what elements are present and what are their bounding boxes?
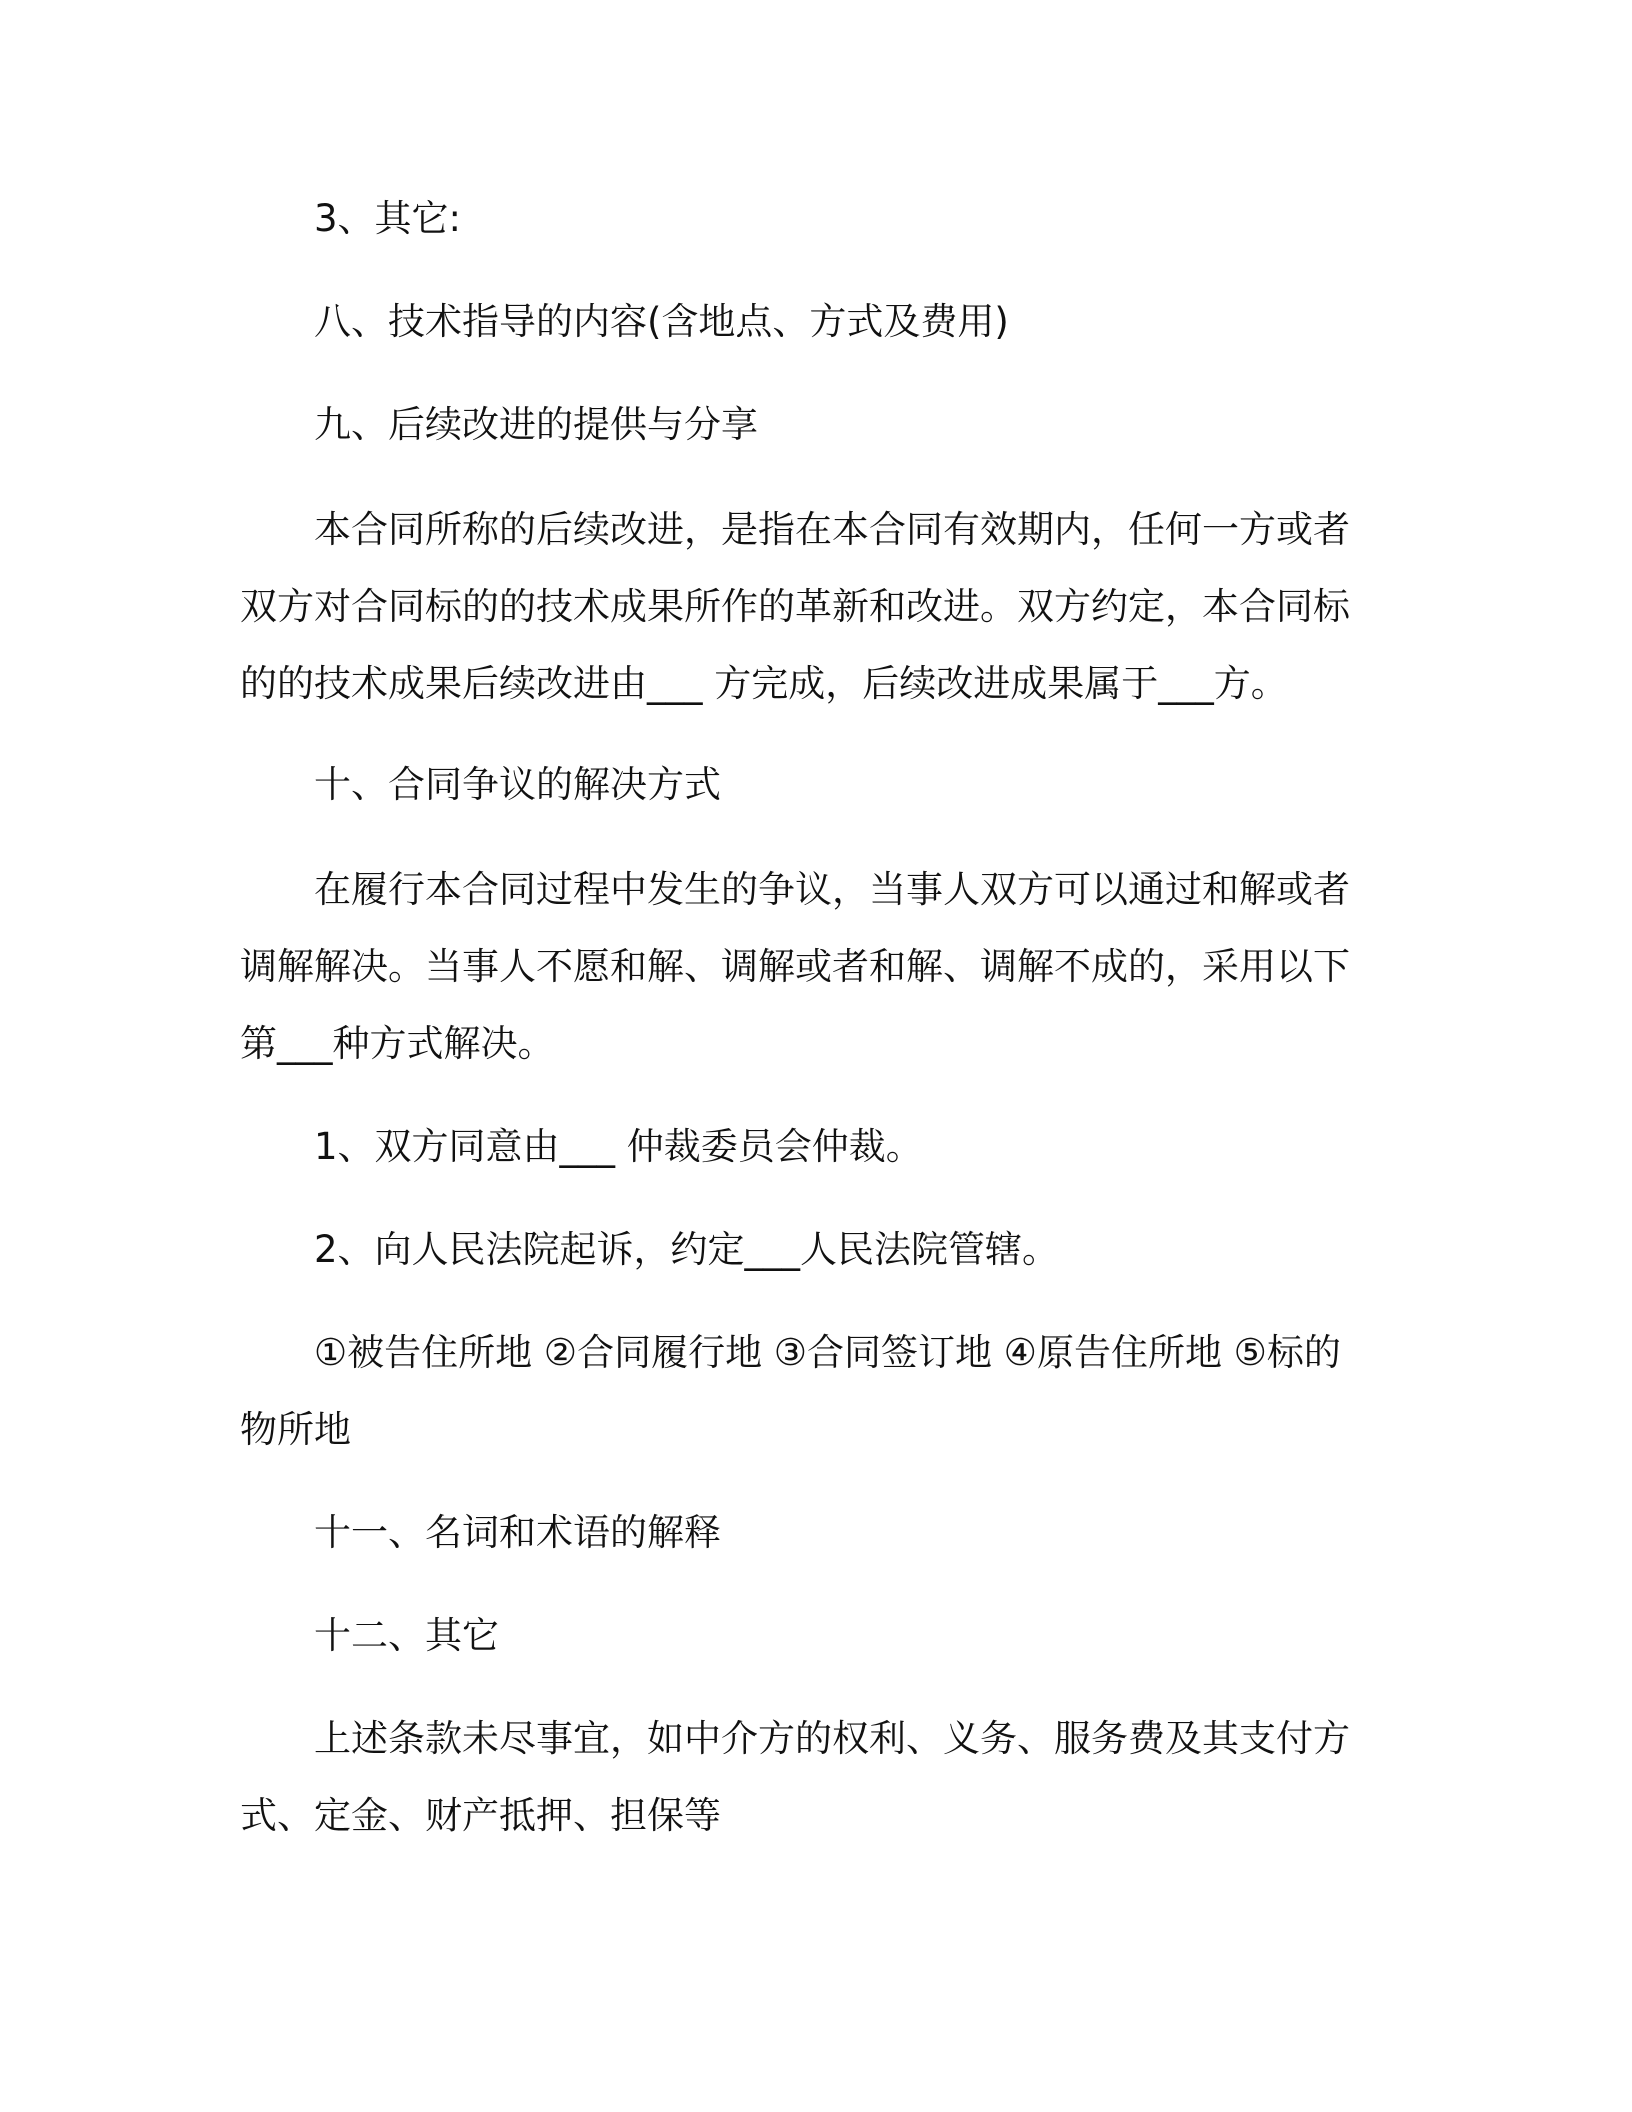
section-11-heading: 十一、名词和术语的解释 (314, 1511, 721, 1554)
section-9-heading: 九、后续改进的提供与分享 (314, 403, 758, 446)
section-12-body: 上述条款未尽事宜，如中介方的权利、义务、服务费及其支付方式、定金、财产抵押、担保等 (240, 1717, 1350, 1837)
section-10-heading: 十、合同争议的解决方式 (314, 763, 721, 806)
section-9-body: 本合同所称的后续改进，是指在本合同有效期内，任何一方或者双方对合同标的的技术成果所作的革新和改进。双方约定，本合同标的的技术成果后续改进由___ 方完成，后续改进成果属于___方。 (240, 508, 1350, 705)
section-12-heading: 十二、其它 (314, 1614, 499, 1657)
section-10-body: 在履行本合同过程中发生的争议，当事人双方可以通过和解或者调解解决。当事人不愿和解、调解或者和解、调解不成的，采用以下第___种方式解决。 (240, 868, 1350, 1065)
option-1-arbitration: 1、双方同意由___ 仲裁委员会仲裁。 (314, 1125, 923, 1168)
clause-other-3: 3、其它: (314, 197, 462, 240)
section-8-heading: 八、技术指导的内容(含地点、方式及费用) (314, 300, 1009, 343)
option-2-court: 2、向人民法院起诉，约定___人民法院管辖。 (314, 1228, 1060, 1271)
venue-options: ①被告住所地 ②合同履行地 ③合同签订地 ④原告住所地 ⑤标的物所地 (240, 1331, 1341, 1451)
